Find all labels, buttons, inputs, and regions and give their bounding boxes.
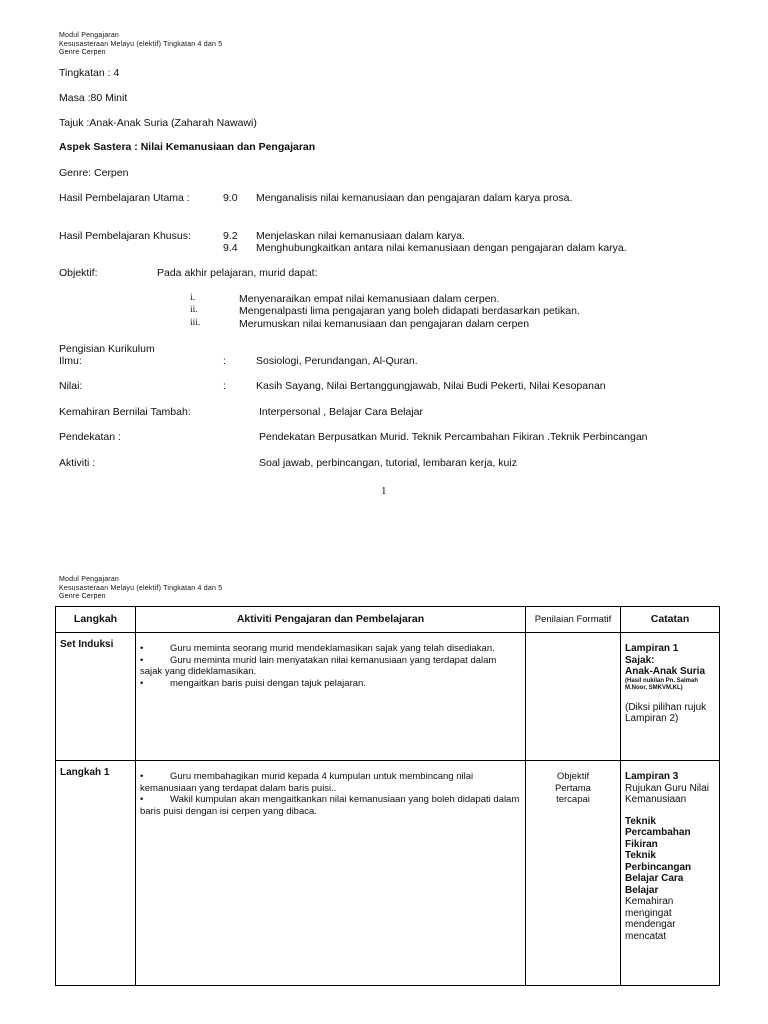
bullet-text: Guru meminta murid lain menyatakan nilai kemanusiaan yang terdapat dalam sajak yang dideklamasikan.: [140, 654, 497, 677]
bullet-text: Wakil kumpulan akan mengaitkankan nilai kemanusiaan yang boleh didapati dalam baris puisi dengan isi cerpen yang dibaca.: [140, 794, 520, 817]
nilai-label: Nilai:: [59, 380, 83, 392]
list-item: [140, 771, 521, 794]
notes-diksi: (Diksi pilihan rujuk Lampiran 2): [625, 701, 707, 724]
hpu-label: Hasil Pembelajaran Utama :: [59, 192, 190, 204]
nilai-colon: :: [223, 380, 226, 392]
notes-cell: [621, 761, 720, 986]
page-number: 1: [381, 485, 387, 497]
bullet-text: Guru meminta seorang murid mendeklamasikan sajak yang telah disediakan.: [170, 643, 495, 654]
pendekatan-text: Pendekatan Berpusatkan Murid. Teknik Percambahan Fikiran .Teknik Perbincangan: [259, 431, 648, 443]
masa: Masa :80 Minit: [59, 92, 128, 104]
hpu-number: 9.0: [223, 192, 238, 204]
header-line-3: Genre Cerpen: [59, 593, 106, 600]
header-line-2: Kesusasteraan Melayu (elektif) Tingkatan 4 dan 5: [59, 40, 223, 48]
activity-cell: [136, 633, 526, 761]
bullet-icon: •: [140, 643, 144, 654]
tajuk: Tajuk :Anak-Anak Suria (Zaharah Nawawi): [59, 117, 257, 129]
ilmu-colon: :: [223, 355, 226, 367]
notes-author: (Hasil nukilan Pn. Salmah M.Noor, SMKVM,KL): [625, 677, 699, 691]
pendekatan-label: Pendekatan :: [59, 431, 121, 443]
bullet-icon: •: [140, 794, 144, 805]
lesson-plan-table: [55, 606, 720, 986]
notes-sajak: Sajak:: [625, 654, 655, 666]
pengisian-kurikulum: Pengisian Kurikulum: [59, 343, 155, 355]
list-item: [140, 794, 521, 817]
table-header-row: [56, 607, 720, 633]
aspek-sastera: Aspek Sastera : Nilai Kemanusiaan dan Pengajaran: [59, 141, 316, 153]
hpk-number-2: 9.4: [223, 242, 238, 254]
assessment-cell: Objektif Pertama tercapai: [526, 761, 621, 986]
list-item: [140, 655, 521, 678]
kbt-text: Interpersonal , Belajar Cara Belajar: [259, 406, 424, 418]
ilmu-label: Ilmu:: [59, 355, 82, 367]
nilai-text: Kasih Sayang, Nilai Bertanggungjawab, Nilai Budi Pekerti, Nilai Kesopanan: [256, 380, 606, 392]
hpk-text-1: Menjelaskan nilai kemanusiaan dalam karya.: [256, 230, 465, 242]
genre: Genre: Cerpen: [59, 167, 129, 179]
bullet-icon: •: [140, 771, 144, 782]
objektif-text-1: Menyenaraikan empat nilai kemanusiaan dalam cerpen.: [239, 293, 500, 305]
objektif-num-1: i.: [190, 293, 196, 303]
bullet-icon: •: [140, 677, 144, 689]
notes-teknik-2: Teknik Perbincangan: [625, 850, 692, 873]
activity-cell: [136, 761, 526, 986]
notes-rujukan: Rujukan Guru Nilai Kemanusiaan: [625, 782, 709, 805]
list-item: [140, 643, 521, 655]
header-line-1: Modul Pengajaran: [59, 576, 120, 583]
document-header: [59, 32, 222, 58]
table-row: [56, 761, 720, 986]
objektif-text-2: Mengenalpasti lima pengajaran yang boleh didapati berdasarkan petikan.: [239, 305, 580, 317]
aktiviti-label: Aktiviti :: [59, 457, 96, 469]
kbt-label: Kemahiran Bernilai Tambah:: [59, 406, 191, 418]
bullet-text: Guru membahagikan murid kepada 4 kumpulan untuk membincang nilai kemanusiaan yang terdapat dalam baris puisi..: [140, 771, 474, 794]
step-name: Langkah 1: [56, 761, 136, 986]
header-line-2: Kesusasteraan Melayu (elektif) Tingkatan 4 dan 5: [59, 584, 223, 592]
hpk-text-2: Menghubungkaitkan antara nilai kemanusiaan dengan pengajaran dalam karya.: [256, 242, 627, 254]
header-penilaian: Penilaian Formatif: [526, 607, 621, 633]
hpk-number-1: 9.2: [223, 230, 238, 242]
assessment-cell: [526, 633, 621, 761]
header-line-3: Genre Cerpen: [59, 49, 106, 56]
objektif-num-2: ii.: [190, 305, 198, 315]
step-name: Set Induksi: [56, 633, 136, 761]
ilmu-text: Sosiologi, Perundangan, Al-Quran.: [256, 355, 418, 367]
list-item: [140, 678, 521, 690]
header-langkah: Langkah: [56, 607, 136, 633]
objektif-intro: Pada akhir pelajaran, murid dapat:: [157, 267, 318, 279]
document-header-page-2: [59, 576, 222, 602]
notes-belajar: Belajar Cara Belajar: [625, 873, 684, 896]
notes-cell: [621, 633, 720, 761]
hpu-text: Menganalisis nilai kemanusiaan dan pengajaran dalam karya prosa.: [256, 192, 573, 204]
tingkatan: Tingkatan : 4: [59, 67, 120, 79]
objektif-text-3: Merumuskan nilai kemanusiaan dan pengajaran dalam cerpen: [239, 318, 530, 330]
header-aktiviti: Aktiviti Pengajaran dan Pembelajaran: [136, 607, 526, 633]
notes-teknik-1: Teknik Percambahan Fikiran: [625, 815, 691, 850]
header-catatan: Catatan: [621, 607, 720, 633]
hpk-label: Hasil Pembelajaran Khusus:: [59, 230, 191, 242]
table-row: [56, 633, 720, 761]
bullet-icon: •: [140, 654, 144, 666]
aktiviti-text: Soal jawab, perbincangan, tutorial, lembaran kerja, kuiz: [259, 457, 517, 469]
notes-lampiran: Lampiran 3: [625, 771, 679, 782]
notes-kemahiran: Kemahiran mengingat mendengar mencatat: [625, 896, 676, 942]
header-line-1: Modul Pengajaran: [59, 32, 120, 39]
bullet-text: mengaitkan baris puisi dengan tajuk pelajaran.: [170, 677, 366, 689]
notes-lampiran: Lampiran 1: [625, 643, 679, 654]
objektif-num-3: iii.: [190, 318, 201, 328]
objektif-label: Objektif:: [59, 267, 98, 279]
notes-title: Anak-Anak Suria: [625, 666, 706, 677]
